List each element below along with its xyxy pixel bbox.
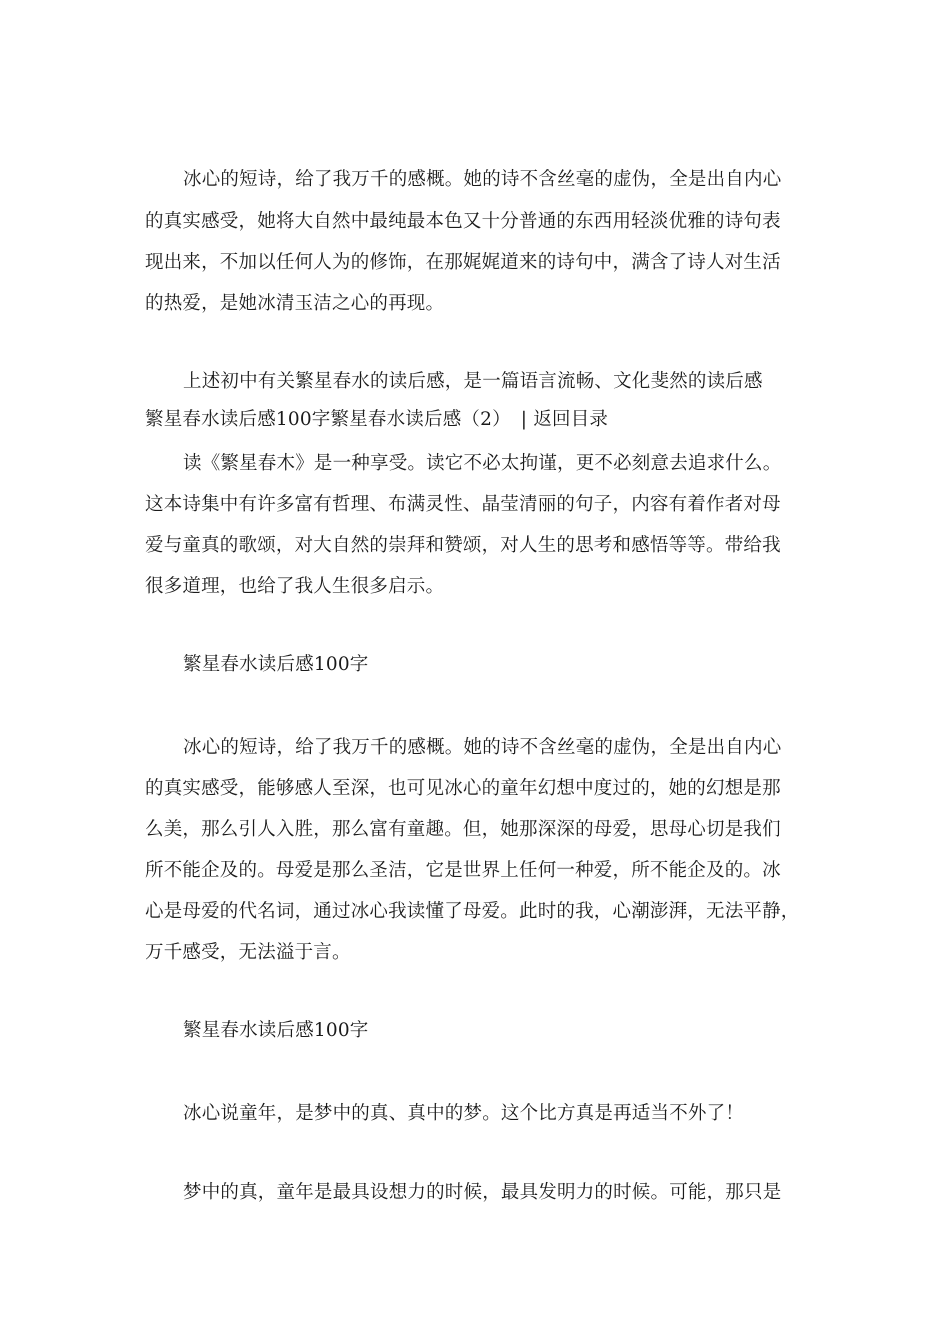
subtitle-2: 繁星春水读后感100字 (183, 1020, 369, 1041)
return-to-toc-link[interactable]: 返回目录 (533, 409, 609, 430)
paragraph-1-line-1: 冰心的短诗，给了我万千的感概。她的诗不含丝毫的虚伪，全是出自内心 (183, 169, 782, 190)
paragraph-3-line-4: 很多道理，也给了我人生很多启示。 (145, 576, 445, 597)
paragraph-3-line-1: 读《繁星春木》是一种享受。读它不必太拘谨，更不必刻意去追求什么。 (183, 453, 782, 474)
paragraph-4-line-6: 万千感受，无法溢于言。 (145, 942, 351, 963)
paragraph-5: 冰心说童年，是梦中的真、真中的梦。这个比方真是再适当不外了！ (183, 1103, 745, 1124)
paragraph-1-line-3: 现出来，不加以任何人为的修饰，在那娓娓道来的诗句中，满含了诗人对生活 (145, 252, 781, 273)
paragraph-1-line-2: 的真实感受，她将大自然中最纯最本色又十分普通的东西用轻淡优雅的诗句表 (145, 211, 781, 232)
subtitle-1: 繁星春水读后感100字 (183, 654, 369, 675)
heading-separator: | (520, 409, 528, 430)
paragraph-4-line-3: 么美，那么引人入胜，那么富有童趣。但，她那深深的母爱，思母心切是我们 (145, 819, 781, 840)
paragraph-1-line-4: 的热爱，是她冰清玉洁之心的再现。 (145, 293, 445, 314)
paragraph-3-line-2: 这本诗集中有许多富有哲理、布满灵性、晶莹清丽的句子，内容有着作者对母 (145, 494, 781, 515)
paragraph-4-line-2: 的真实感受，能够感人至深，也可见冰心的童年幻想中度过的，她的幻想是那 (145, 778, 781, 799)
paragraph-2: 上述初中有关繁星春水的读后感，是一篇语言流畅、文化斐然的读后感 (183, 371, 763, 392)
paragraph-4-line-4: 所不能企及的。母爱是那么圣洁，它是世界上任何一种爱，所不能企及的。冰 (145, 860, 781, 881)
paragraph-4-line-1: 冰心的短诗，给了我万千的感概。她的诗不含丝毫的虚伪，全是出自内心 (183, 737, 782, 758)
paragraph-6: 梦中的真，童年是最具设想力的时候，最具发明力的时候。可能，那只是 (183, 1182, 782, 1203)
paragraph-3-line-3: 爱与童真的歌颂，对大自然的崇拜和赞颂，对人生的思考和感悟等等。带给我 (145, 535, 781, 556)
section-heading: 繁星春水读后感100字繁星春水读后感（2） (145, 409, 511, 430)
section-heading-line (145, 408, 608, 432)
paragraph-4-line-5: 心是母爱的代名词，通过冰心我读懂了母爱。此时的我，心潮澎湃，无法平静， (145, 901, 800, 922)
